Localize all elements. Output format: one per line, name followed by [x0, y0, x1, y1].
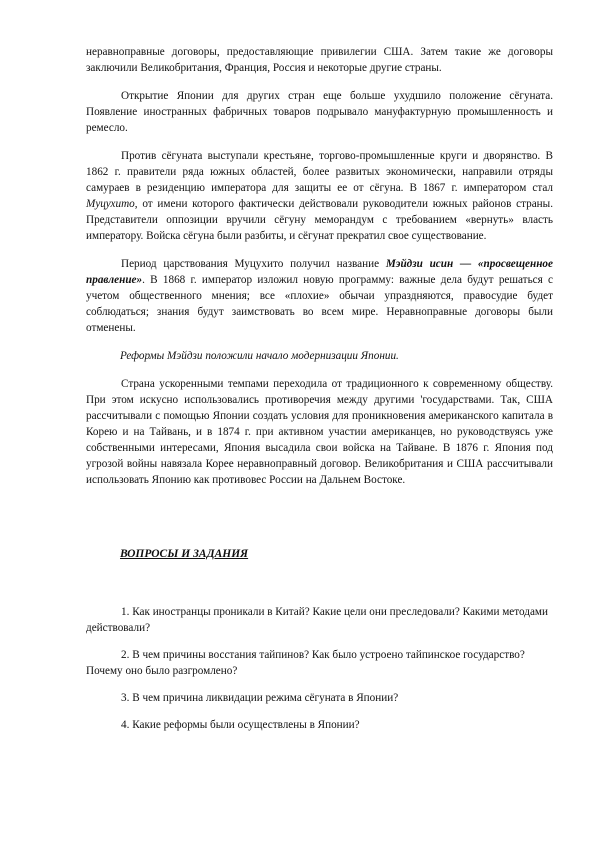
question-item: 2. В чем причины восстания тайпинов? Как было устроено тайпинское государство? Почему оно было разгромлено? — [86, 649, 525, 677]
question-item: 1. Как иностранцы проникали в Китай? Какие цели они преследовали? Какими методами действовали? — [86, 606, 549, 634]
document-page — [86, 44, 553, 744]
text-fragment: Против сёгуната выступали крестьяне, торгово-промышленные круги и дворянство. В 1862 г. правители ряда южных областей, более развитых экономически, направили отряды самураев в резиденцию императора для защиты ее от сёгуна. В 1867 г. императором стал — [86, 150, 553, 194]
paragraph-against-shogunate — [86, 148, 553, 244]
questions-title: ВОПРОСЫ И ЗАДАНИЯ — [120, 548, 249, 560]
question-item: 3. В чем причина ликвидации режима сёгуната в Японии? — [121, 692, 399, 704]
paragraph-meiji-period — [86, 256, 553, 336]
text-fragment: . В 1868 г. император изложил новую программу: важные дела будут решаться с учетом общественного мнения; все «плохие» обычаи упраздняются, правосудие будет соблюдаться; знания будут заимствовать во всем мире. Неравноправные договоры были отменены. — [86, 274, 553, 334]
paragraph-modernization: Страна ускоренными темпами переходила от традиционного к современному обществу. При этом искусно использовались противоречия между другими 'государствами. Так, США рассчитывали с помощью Японии создать условия для проникновения американского капитала в Корею и на Тайвань, и в 1874 г. при активном участии американцев, но руководствуясь уже собственными интересами, Япония высадила свои войска на Тайване. В 1876 г. Япония под угрозой войны навязала Корее неравноправный договор. Великобритания и США рассчитывали использовать Японию как противовес России на Дальнем Востоке. — [86, 378, 553, 486]
text-fragment: , от имени которого фактически действовали руководители южных районов страны. Представители оппозиции вручили сёгуну меморандум с требованием «вернуть» власть императору. Войска сёгуна были разбиты, и сёгунат прекратил свое существование. — [86, 198, 553, 242]
paragraph-meiji-reforms: Реформы Мэйдзи положили начало модернизации Японии. — [120, 350, 399, 362]
meiji-term: Мэйдзи исин — «просвещенное правление» — [86, 258, 553, 286]
question-item: 4. Какие реформы были осуществлены в Японии? — [121, 719, 360, 731]
text-fragment: Период царствования Муцухито получил название — [121, 258, 386, 270]
paragraph-treaties: неравноправные договоры, предоставляющие привилегии США. Затем такие же договоры заключили Великобритания, Франция, Россия и некоторые другие страны. — [86, 46, 553, 74]
paragraph-opening-japan: Открытие Японии для других стран еще больше ухудшило положение сёгуната. Появление иностранных фабричных товаров подрывало мануфактурную промышленность и ремесло. — [86, 90, 553, 134]
emperor-name: Муцухито — [86, 198, 135, 210]
